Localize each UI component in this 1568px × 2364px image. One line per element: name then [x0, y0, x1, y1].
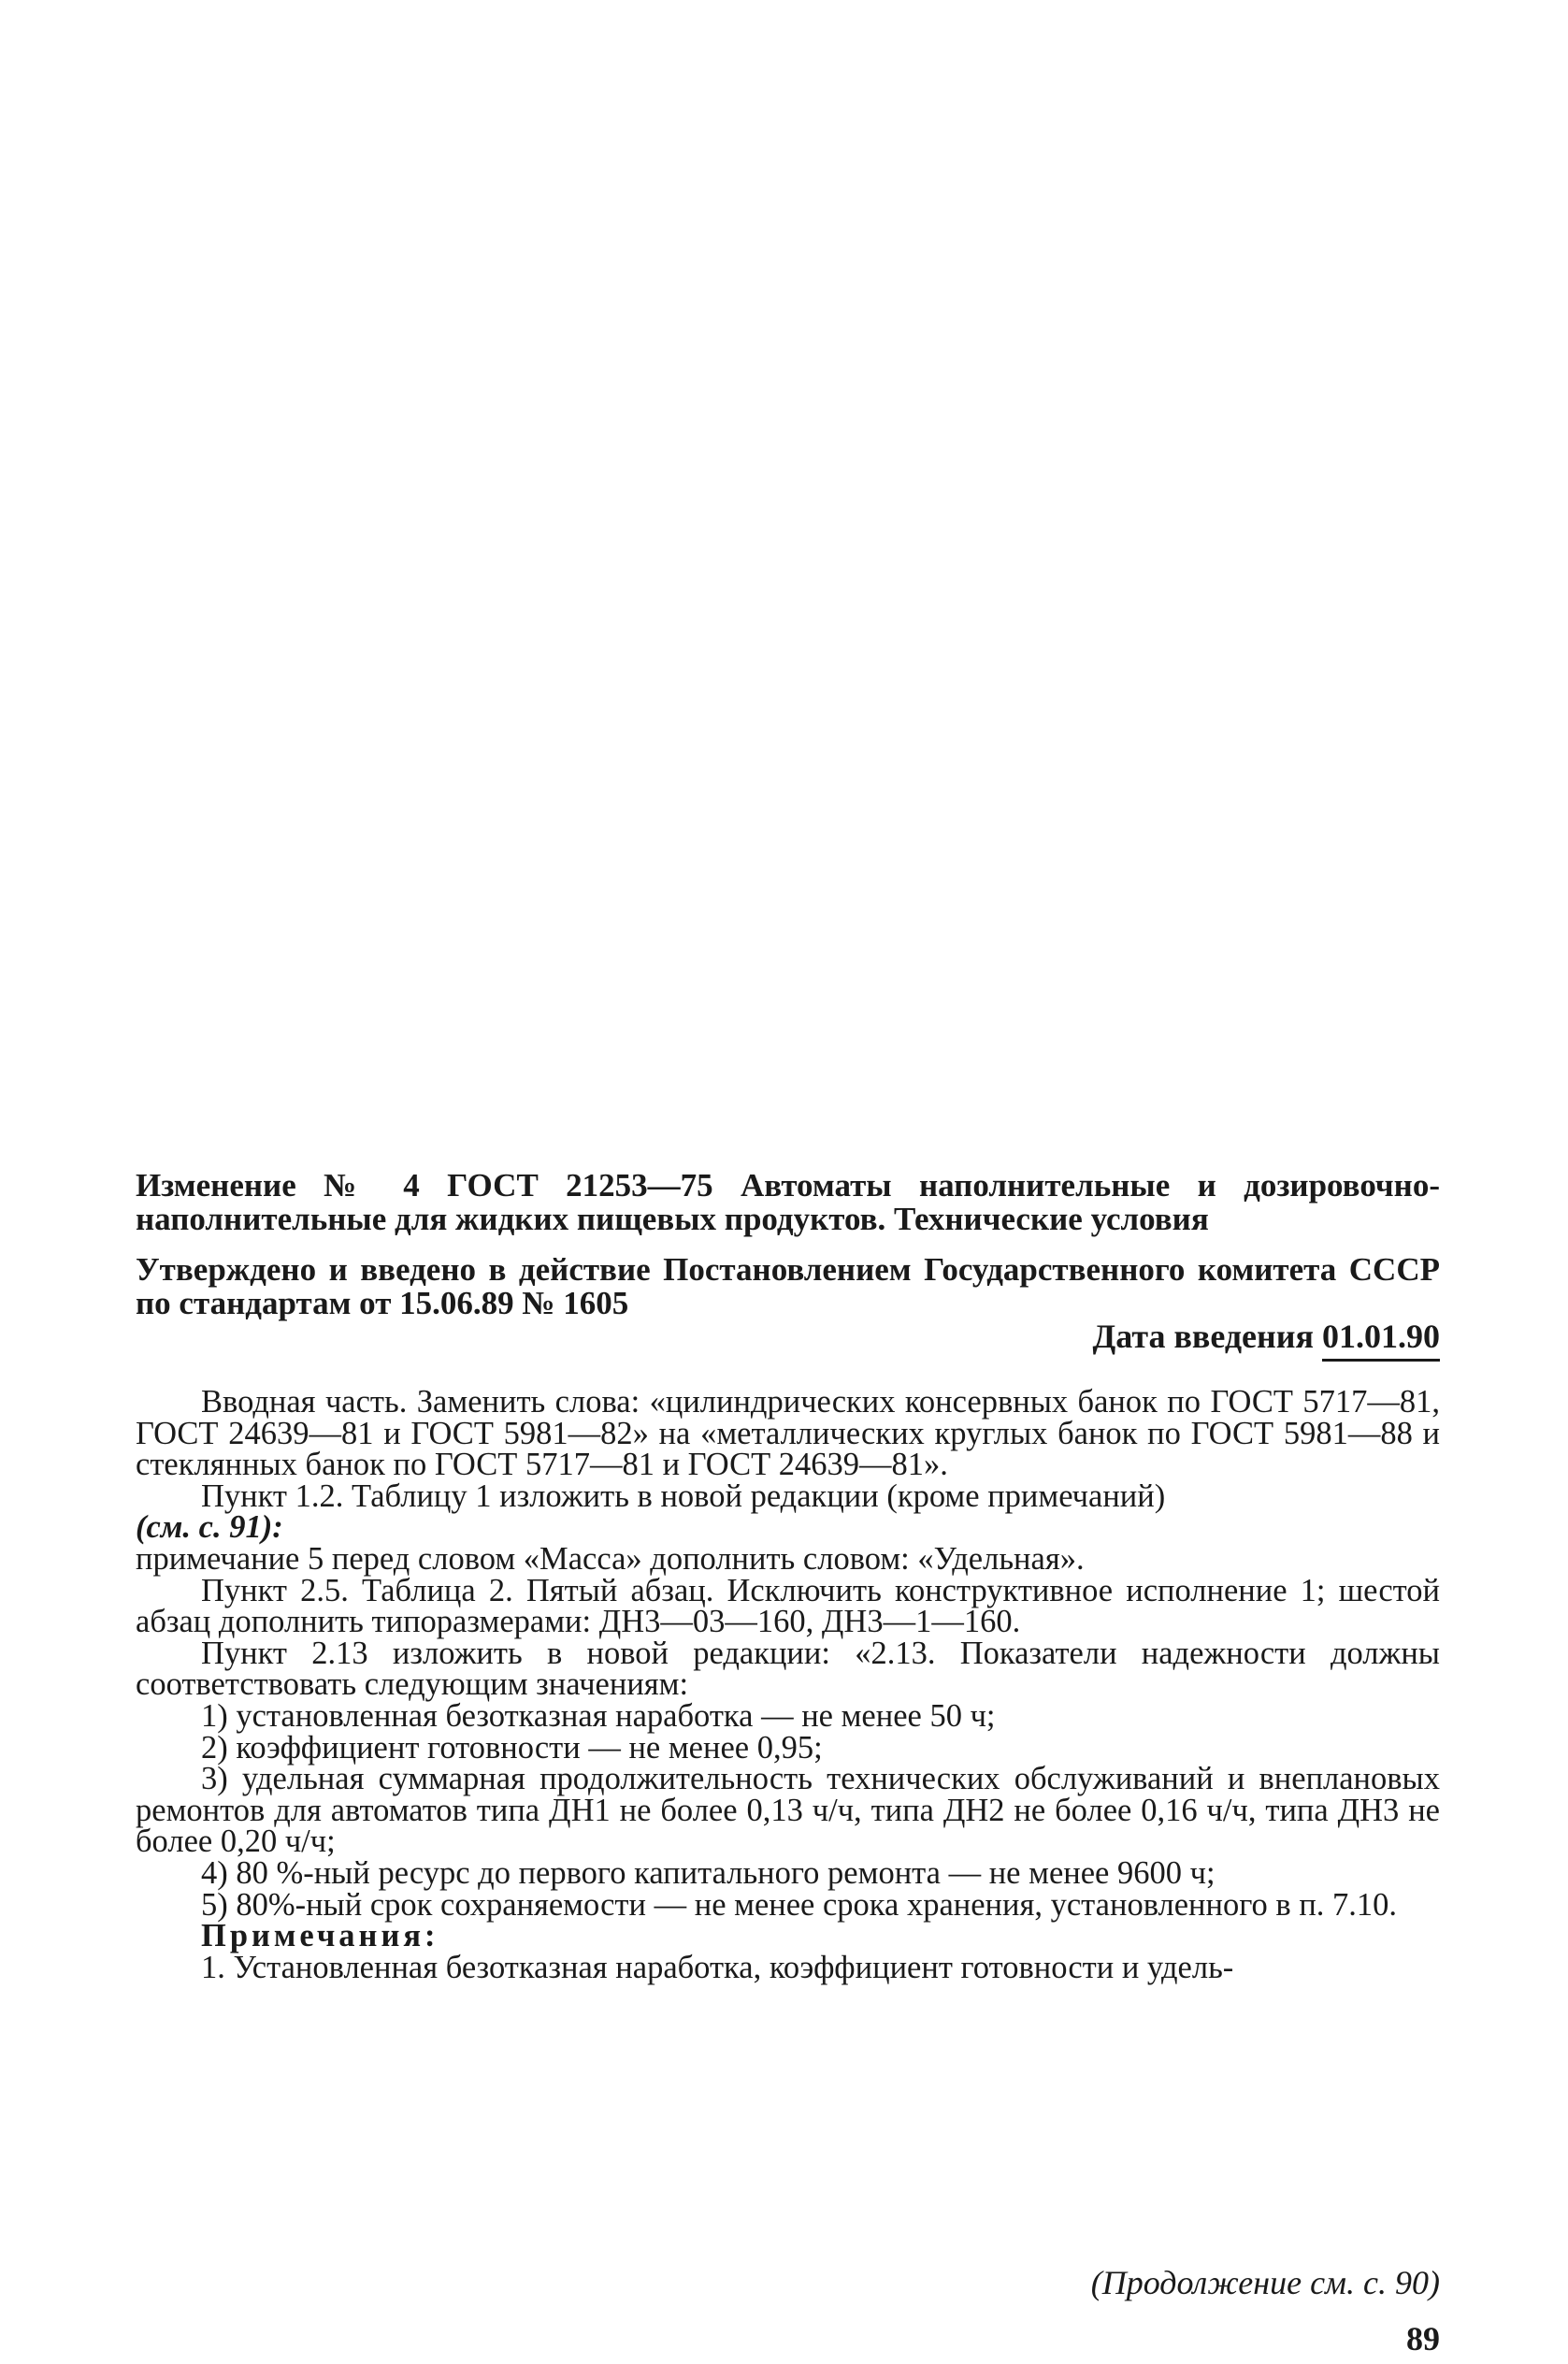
paragraph-table2: Пункт 2.5. Таблица 2. Пятый абзац. Исключить конструктивное исполнение 1; шестой абзац дополнить типоразмерами: ДН3—03—160, ДН3—1—160.	[136, 1572, 1440, 1640]
list-item: 2) коэффициент готовности — не менее 0,95;	[201, 1729, 823, 1766]
paragraph-intro: Вводная часть. Заменить слова: «цилиндрических консервных банок по ГОСТ 5717—81, ГОСТ 24639—81 и ГОСТ 5981—82» на «металлических круглых банок по ГОСТ 5981—88 и стеклянных банок по ГОСТ 5717—81 и ГОСТ 24639—81».	[136, 1384, 1440, 1483]
continuation-note: (Продолжение см. с. 90)	[1090, 2264, 1440, 2301]
paragraph-reliability: Пункт 2.13 изложить в новой редакции: «2.13. Показатели надежности должны соответствовать следующим значениям:	[136, 1635, 1440, 1703]
approval-statement: Утверждено и введено в действие Постановлением Государственного комитета СССР по стандартам от 15.06.89 № 1605	[136, 1251, 1440, 1321]
change-title: Изменение № 4 ГОСТ 21253—75 Автоматы наполнительные и дозировочно-наполнительные для жидких пищевых продуктов. Технические условия	[136, 1167, 1440, 1237]
list-item: 1) установленная безотказная наработка — не менее 50 ч;	[201, 1697, 996, 1734]
paragraph-table1	[136, 1478, 1440, 1546]
list-item: 4) 80 %-ный ресурс до первого капитального ремонта — не менее 9600 ч;	[201, 1854, 1216, 1891]
effective-date-value: 01.01.90	[1322, 1318, 1440, 1362]
paragraph-note5: примечание 5 перед словом «Масса» дополнить словом: «Удельная».	[136, 1540, 1085, 1577]
note-item: 1. Установленная безотказная наработка, коэффициент готовности и удель-	[201, 1949, 1234, 1985]
document-body	[136, 1384, 1440, 1985]
paragraph-table1-text: Пункт 1.2. Таблицу 1 изложить в новой редакции (кроме примечаний)	[201, 1478, 1166, 1514]
effective-date-label: Дата введения	[1092, 1318, 1314, 1355]
page-reference: (см. с. 91):	[136, 1509, 283, 1546]
page-number: 89	[1406, 2320, 1440, 2357]
notes-heading: Примечания:	[201, 1918, 439, 1954]
list-item: 5) 80%-ный срок сохраняемости — не менее срока хранения, установленного в п. 7.10.	[201, 1886, 1398, 1923]
effective-date	[136, 1318, 1440, 1362]
list-item: 3) удельная суммарная продолжительность технических обслуживаний и внеплановых ремонтов для автоматов типа ДН1 не более 0,13 ч/ч, типа ДН2 не более 0,16 ч/ч, типа ДН3 не более 0,20 ч/ч;	[136, 1761, 1440, 1860]
